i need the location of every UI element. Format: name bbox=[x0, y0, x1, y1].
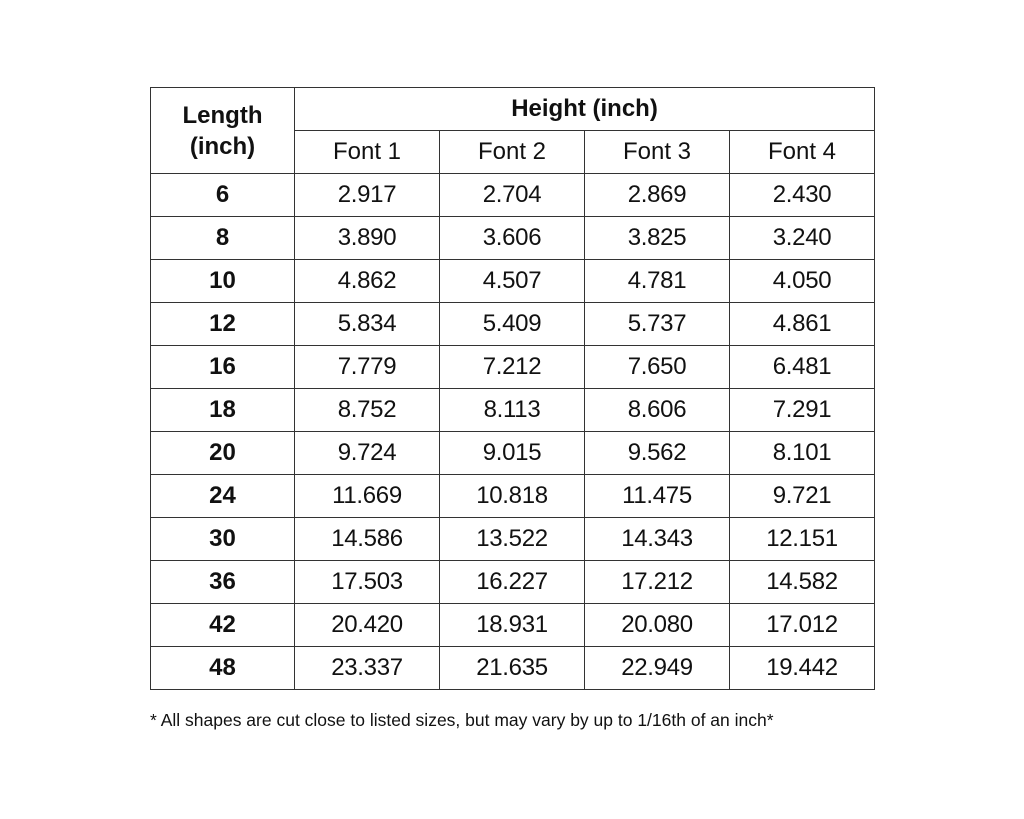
height-value-cell: 4.050 bbox=[730, 260, 875, 303]
height-value-cell: 7.779 bbox=[295, 346, 440, 389]
height-value-cell: 9.015 bbox=[440, 432, 585, 475]
height-value-cell: 16.227 bbox=[440, 561, 585, 604]
height-value-cell: 4.862 bbox=[295, 260, 440, 303]
length-cell: 24 bbox=[151, 475, 295, 518]
height-value-cell: 5.409 bbox=[440, 303, 585, 346]
height-value-cell: 10.818 bbox=[440, 475, 585, 518]
height-value-cell: 17.503 bbox=[295, 561, 440, 604]
height-value-cell: 4.507 bbox=[440, 260, 585, 303]
height-value-cell: 17.012 bbox=[730, 604, 875, 647]
height-value-cell: 8.606 bbox=[585, 389, 730, 432]
height-value-cell: 5.834 bbox=[295, 303, 440, 346]
length-cell: 16 bbox=[151, 346, 295, 389]
height-value-cell: 11.669 bbox=[295, 475, 440, 518]
height-value-cell: 18.931 bbox=[440, 604, 585, 647]
height-value-cell: 4.781 bbox=[585, 260, 730, 303]
length-cell: 30 bbox=[151, 518, 295, 561]
height-value-cell: 20.420 bbox=[295, 604, 440, 647]
height-value-cell: 7.291 bbox=[730, 389, 875, 432]
length-cell: 8 bbox=[151, 217, 295, 260]
size-table bbox=[150, 87, 875, 690]
height-group-header: Height (inch) bbox=[295, 88, 875, 131]
height-value-cell: 2.869 bbox=[585, 174, 730, 217]
height-value-cell: 8.101 bbox=[730, 432, 875, 475]
height-value-cell: 9.562 bbox=[585, 432, 730, 475]
length-cell: 20 bbox=[151, 432, 295, 475]
height-value-cell: 9.724 bbox=[295, 432, 440, 475]
table-row bbox=[151, 346, 875, 389]
table-row bbox=[151, 174, 875, 217]
height-value-cell: 8.113 bbox=[440, 389, 585, 432]
height-value-cell: 5.737 bbox=[585, 303, 730, 346]
length-cell: 6 bbox=[151, 174, 295, 217]
table-row bbox=[151, 647, 875, 690]
height-value-cell: 2.430 bbox=[730, 174, 875, 217]
height-value-cell: 21.635 bbox=[440, 647, 585, 690]
height-value-cell: 20.080 bbox=[585, 604, 730, 647]
table-row bbox=[151, 217, 875, 260]
table-row bbox=[151, 260, 875, 303]
height-value-cell: 7.212 bbox=[440, 346, 585, 389]
font-column-header: Font 4 bbox=[730, 131, 875, 174]
length-cell: 36 bbox=[151, 561, 295, 604]
table-row bbox=[151, 475, 875, 518]
height-value-cell: 4.861 bbox=[730, 303, 875, 346]
height-value-cell: 3.606 bbox=[440, 217, 585, 260]
font-column-header: Font 2 bbox=[440, 131, 585, 174]
height-value-cell: 19.442 bbox=[730, 647, 875, 690]
height-value-cell: 9.721 bbox=[730, 475, 875, 518]
font-column-header: Font 3 bbox=[585, 131, 730, 174]
font-column-header: Font 1 bbox=[295, 131, 440, 174]
height-value-cell: 7.650 bbox=[585, 346, 730, 389]
length-header-unit: (inch) bbox=[189, 132, 256, 160]
height-value-cell: 3.240 bbox=[730, 217, 875, 260]
height-value-cell: 11.475 bbox=[585, 475, 730, 518]
height-value-cell: 14.343 bbox=[585, 518, 730, 561]
height-value-cell: 3.890 bbox=[295, 217, 440, 260]
height-value-cell: 14.582 bbox=[730, 561, 875, 604]
height-value-cell: 22.949 bbox=[585, 647, 730, 690]
height-value-cell: 2.917 bbox=[295, 174, 440, 217]
height-value-cell: 13.522 bbox=[440, 518, 585, 561]
table-row bbox=[151, 518, 875, 561]
length-header-line: Length bbox=[182, 101, 263, 129]
length-cell: 10 bbox=[151, 260, 295, 303]
length-cell: 12 bbox=[151, 303, 295, 346]
table-body bbox=[151, 88, 875, 690]
length-column-header bbox=[151, 88, 295, 174]
height-value-cell: 3.825 bbox=[585, 217, 730, 260]
height-value-cell: 6.481 bbox=[730, 346, 875, 389]
table-row bbox=[151, 303, 875, 346]
footnote: * All shapes are cut close to listed sizes, but may vary by up to 1/16th of an inch* bbox=[150, 710, 774, 730]
height-value-cell: 17.212 bbox=[585, 561, 730, 604]
table-row bbox=[151, 389, 875, 432]
header-row-top bbox=[151, 88, 875, 131]
height-value-cell: 8.752 bbox=[295, 389, 440, 432]
table-row bbox=[151, 561, 875, 604]
height-value-cell: 2.704 bbox=[440, 174, 585, 217]
length-cell: 42 bbox=[151, 604, 295, 647]
table-row bbox=[151, 432, 875, 475]
length-cell: 48 bbox=[151, 647, 295, 690]
height-value-cell: 14.586 bbox=[295, 518, 440, 561]
length-cell: 18 bbox=[151, 389, 295, 432]
table-row bbox=[151, 604, 875, 647]
height-value-cell: 23.337 bbox=[295, 647, 440, 690]
height-value-cell: 12.151 bbox=[730, 518, 875, 561]
